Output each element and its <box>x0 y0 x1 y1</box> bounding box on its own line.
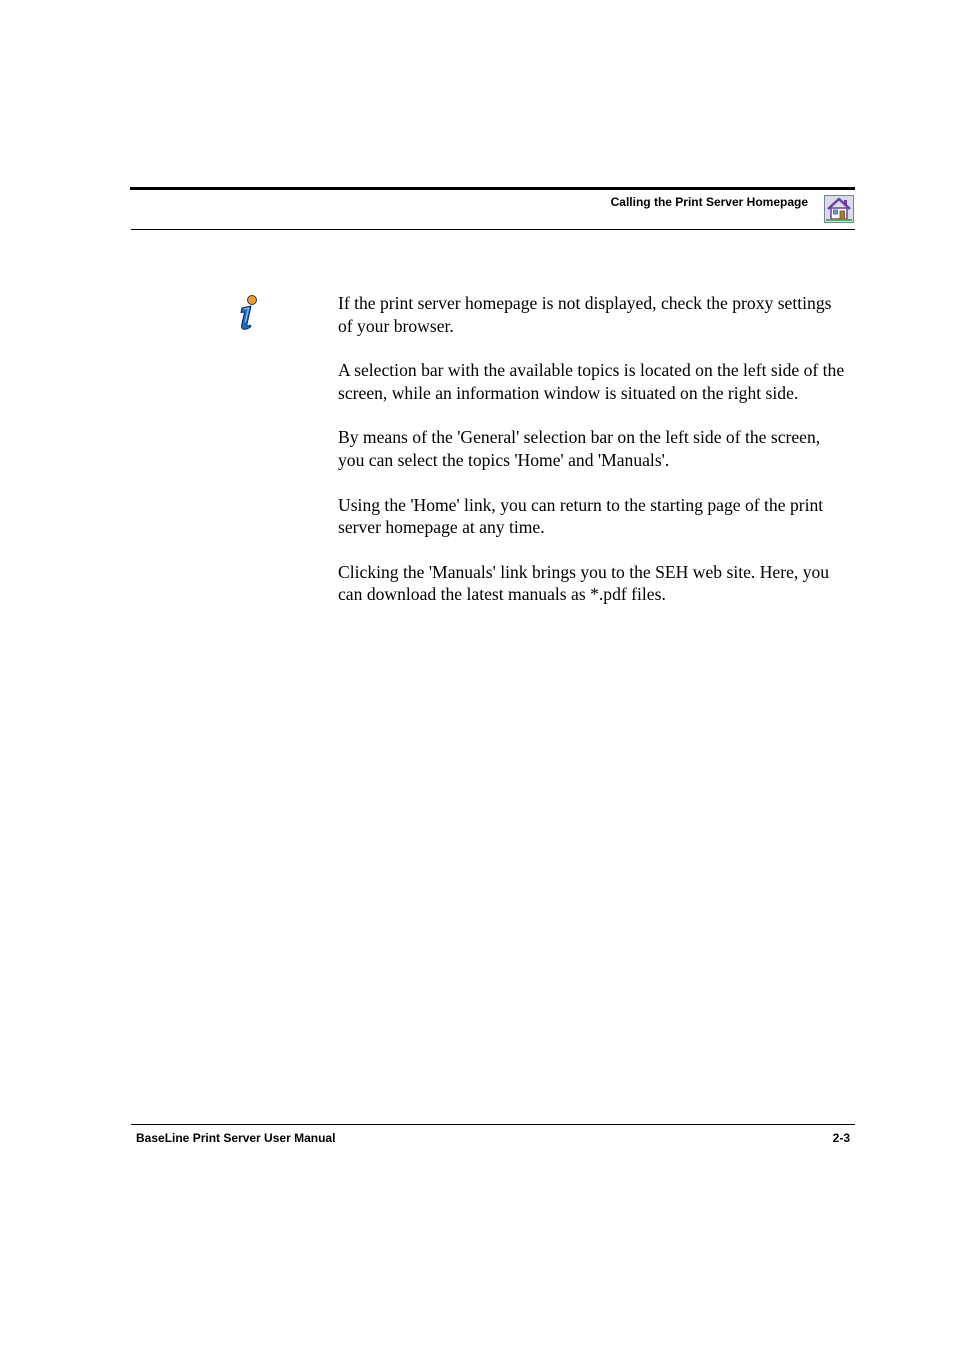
paragraph-general-bar: By means of the 'General' selection bar on the left side of the screen, you can select the topics 'Home' and 'Manuals'. <box>338 427 821 470</box>
info-icon <box>233 294 261 332</box>
home-icon[interactable] <box>824 195 854 223</box>
note-body <box>338 292 850 628</box>
section-title: Calling the Print Server Homepage <box>610 195 808 209</box>
header-top-rule <box>130 187 855 190</box>
footer-manual-title: BaseLine Print Server User Manual <box>136 1131 336 1145</box>
footer-page-number: 2-3 <box>832 1131 850 1145</box>
paragraph-home-link: Using the 'Home' link, you can return to the starting page of the print server homepage at any time. <box>338 494 824 538</box>
paragraph-manuals-link: Clicking the 'Manuals' link brings you to the SEH web site. Here, you can download the latest manuals as *.pdf files. <box>338 561 830 605</box>
footer-rule <box>131 1124 855 1125</box>
paragraph-selection-bar: A selection bar with the available topics is located on the left side of the screen, while an information window is situated on the right side. <box>338 360 845 403</box>
paragraph-proxy-note: If the print server homepage is not displayed, check the proxy settings of your browser. <box>338 293 832 336</box>
header-bottom-rule <box>131 229 855 230</box>
